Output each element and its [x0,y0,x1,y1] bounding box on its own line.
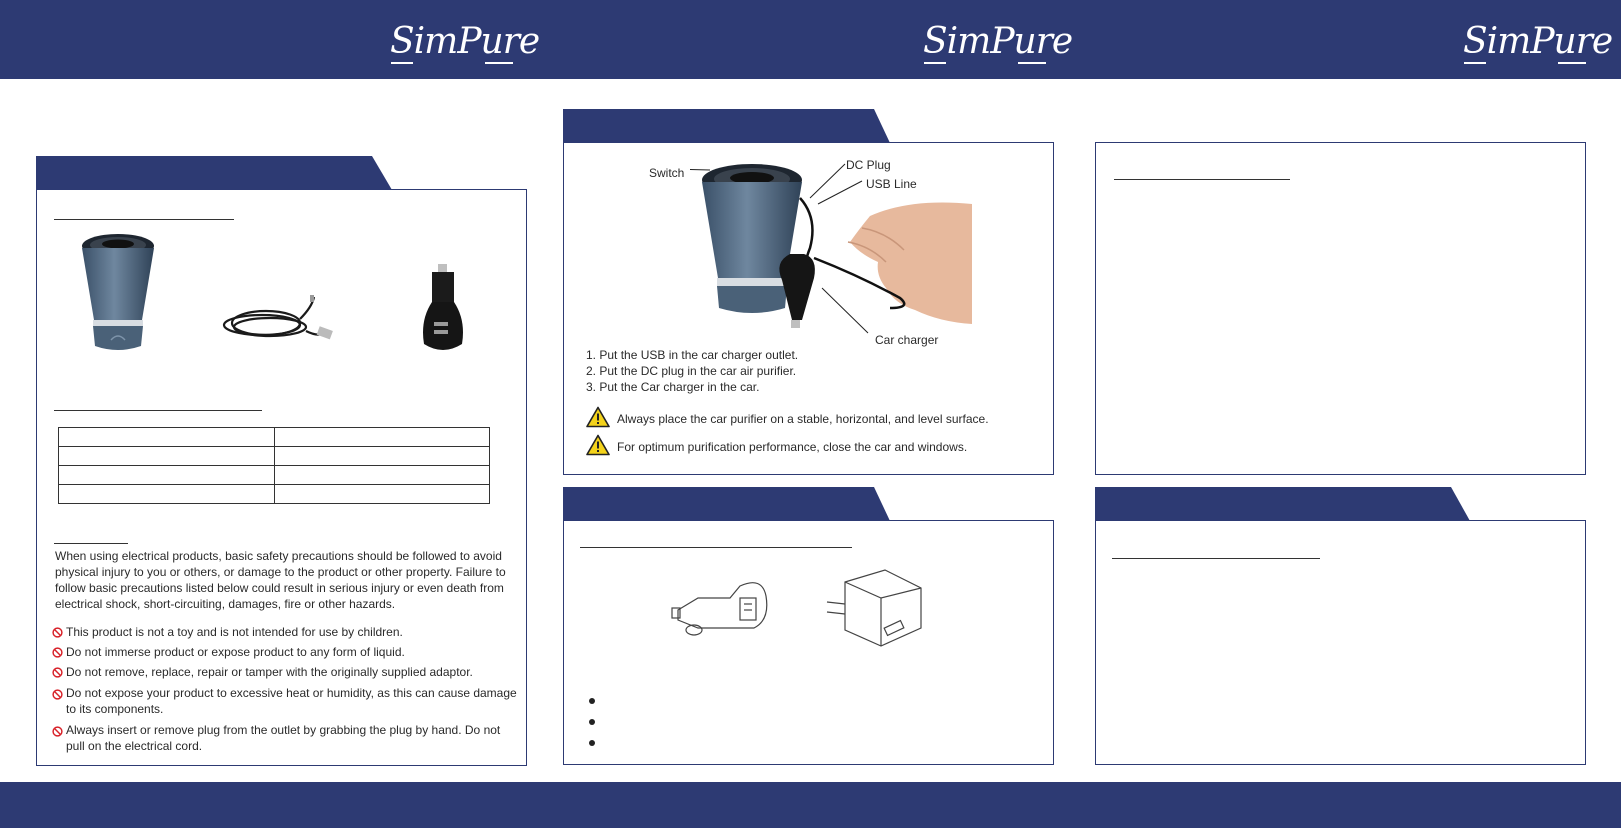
section-tab [563,487,890,521]
safety-item: Do not remove, replace, repair or tamper with the originally supplied adaptor. [66,665,473,679]
heading-underline [1112,558,1320,559]
setup-warning: For optimum purification performance, close the car and windows. [617,440,968,454]
table-cell [274,428,490,447]
setup-warning: Always place the car purifier on a stable, horizontal, and level surface. [617,412,989,426]
prohibited-icon [52,689,63,700]
table-row [59,428,490,447]
warning-triangle-icon [586,434,610,456]
prohibited-icon [52,627,63,638]
wall-adapter-sketch [825,568,925,652]
heading-underline [1114,179,1290,180]
table-cell [59,447,275,466]
safety-item: Do not immerse product or expose product to any form of liquid. [66,645,405,659]
table-row [59,447,490,466]
switch-label: Switch [649,166,685,180]
right-bottom-panel [1095,520,1586,765]
section-tab [36,156,392,190]
setup-step: 3. Put the Car charger in the car. [586,380,760,394]
logo-underline [924,62,946,64]
specifications-table [58,427,490,504]
simpure-logo [923,18,1073,66]
heading-underline [54,410,262,411]
car-adapter-sketch [670,576,770,648]
logo-text: SimPure [1463,21,1613,62]
simpure-logo [390,18,540,66]
table-row [59,466,490,485]
car-charger-label: Car charger [875,333,939,347]
usb-line-label: USB Line [866,177,917,191]
heading-underline [580,547,852,548]
setup-step: 1. Put the USB in the car charger outlet. [586,348,799,362]
table-cell [274,447,490,466]
setup-illustration [690,158,975,343]
car-charger-image [420,264,466,354]
logo-underline [1018,62,1046,64]
list-bullet [589,719,595,725]
table-cell [274,485,490,504]
table-cell [59,485,275,504]
list-bullet [589,698,595,704]
simpure-logo [1463,18,1613,66]
warning-triangle-icon [586,406,610,428]
table-cell [59,428,275,447]
logo-underline [485,62,513,64]
logo-text: SimPure [390,21,540,62]
usb-cable-image [220,295,336,355]
prohibited-icon [52,726,63,737]
table-row [59,485,490,504]
logo-text: SimPure [923,21,1073,62]
heading-underline [54,543,128,544]
setup-step: 2. Put the DC plug in the car air purifier. [586,364,797,378]
section-tab [563,109,890,143]
logo-underline [1558,62,1586,64]
logo-underline [1464,62,1486,64]
header-band [0,0,1621,79]
footer-band [0,782,1621,828]
dc-plug-label: DC Plug [846,158,891,172]
right-top-panel [1095,142,1586,475]
list-bullet [589,740,595,746]
table-cell [59,466,275,485]
safety-item: This product is not a toy and is not intended for use by children. [66,625,403,639]
safety-item: Do not expose your product to excessive heat or humidity, as this can cause damage to its components. [66,686,517,716]
logo-underline [391,62,413,64]
section-tab [1095,487,1470,521]
table-cell [274,466,490,485]
purifier-image [78,232,158,354]
heading-underline [54,219,234,220]
safety-intro: When using electrical products, basic safety precautions should be followed to avoid physical injury to you or others, or damage to the product or other property. Failure to follow basic precautions listed below could result in serious injury or even death from electrical shock, short-circuiting, damages, fire or other hazards. [55,549,506,611]
prohibited-icon [52,667,63,678]
accessories-panel [563,520,1054,765]
prohibited-icon [52,647,63,658]
safety-item: Always insert or remove plug from the outlet by grabbing the plug by hand. Do not pull on the electrical cord. [66,723,501,753]
